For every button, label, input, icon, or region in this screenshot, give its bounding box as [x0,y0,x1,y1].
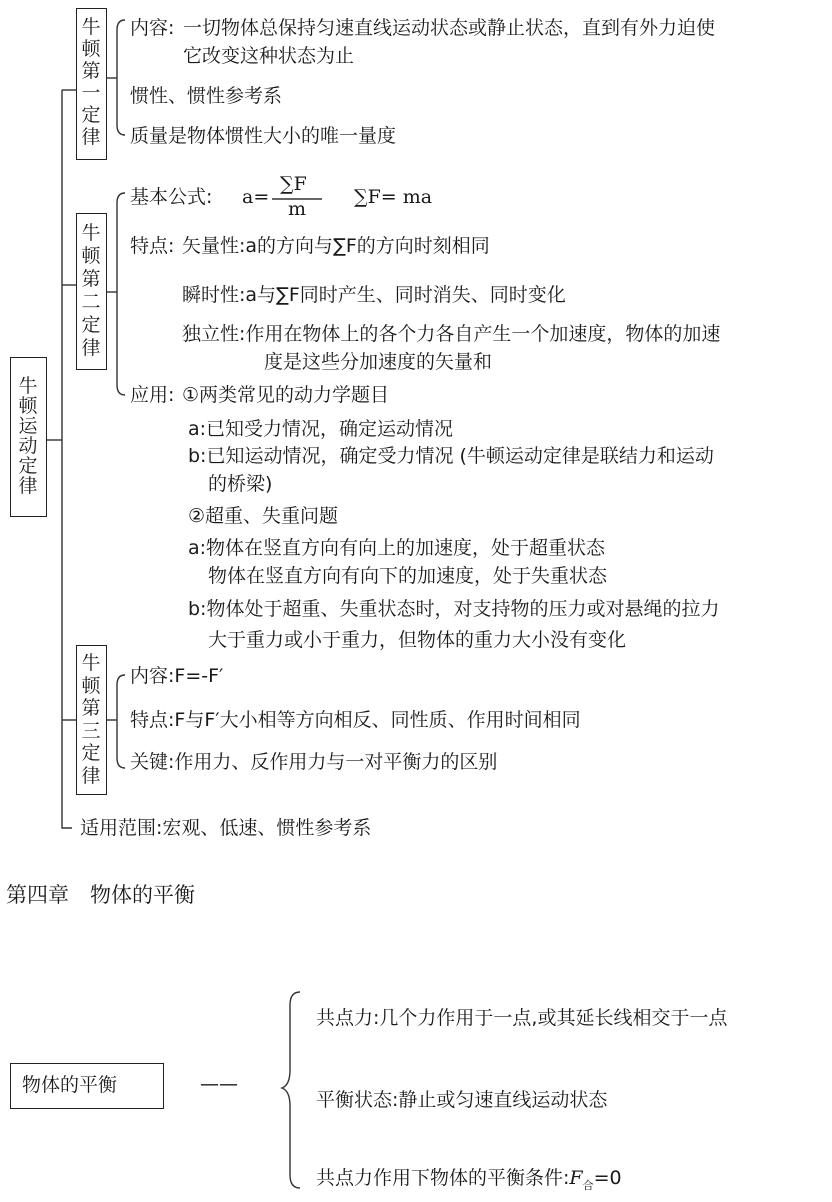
equilibrium-item3-sub: 合 [582,1179,594,1192]
law2-app1-a: a:已知受力情况，确定运动情况 [188,418,454,440]
law2-formula-a: a= [242,186,270,208]
law2-app1: ①两类常见的动力学题目 [182,384,390,406]
law2-app-label: 应用: [130,384,175,406]
law1-inertia: 惯性、惯性参考系 [130,85,283,107]
law2-independent-line1: 独立性:作用在物体上的各个力各自产生一个加速度，物体的加速 [182,323,721,345]
law2-app2-b-line1: b:物体处于超重、失重状态时，对支持物的压力或对悬绳的拉力 [188,598,720,620]
scope: 适用范围:宏观、低速、惯性参考系 [80,817,372,839]
equilibrium-item2: 平衡状态:静止或匀速直线运动状态 [316,1089,608,1111]
law1-content-line2: 它改变这种状态为止 [183,45,355,67]
equilibrium-item3-tail: =0 [593,1167,622,1189]
law2-independent-line2: 度是这些分加速度的矢量和 [264,351,493,373]
equilibrium-item3 [316,1166,622,1193]
equilibrium-brace [282,992,300,1188]
law2-app2: ②超重、失重问题 [188,505,339,527]
law3-brace [117,675,125,768]
law3-title: 牛顿第三定律 [81,652,101,787]
law1-mass: 质量是物体惯性大小的唯一量度 [130,125,397,147]
law2-formula-label: 基本公式: [130,186,213,208]
main-title: 牛顿运动定律 [18,375,38,497]
main-trunk-line [62,90,72,828]
law2-feature-label: 特点: [130,235,175,257]
equilibrium-box-label: 物体的平衡 [22,1074,118,1096]
equilibrium-item1: 共点力:几个力作用于一点,或其延长线相交于一点 [316,1007,728,1029]
equilibrium-item3-text: 共点力作用下物体的平衡条件: [316,1167,570,1189]
law2-app2-a-line2: 物体在竖直方向有向下的加速度，处于失重状态 [208,565,608,587]
law3-feature: 特点:F与F′大小相等方向相反、同性质、作用时间相同 [130,709,581,731]
chapter-title: 第四章 物体的平衡 [6,883,195,907]
law1-content-line1: 一切物体总保持匀速直线运动状态或静止状态，直到有外力迫使 [183,17,716,39]
law2-app2-b-line2: 大于重力或小于重力，但物体的重力大小没有变化 [208,629,627,651]
law1-brace [117,20,125,135]
law1-title: 牛顿第一定律 [81,16,101,148]
law2-formula-numerator: ∑F [280,173,307,195]
law2-instant: 瞬时性:a与∑F同时产生、同时消失、同时变化 [182,284,566,306]
law2-formula-2: ∑F= ma [354,186,433,208]
equilibrium-dash: —— [200,1073,238,1095]
law2-formula-denominator: m [288,198,307,220]
law1-content-label: 内容: [130,17,175,39]
law2-title: 牛顿第二定律 [81,222,101,359]
law3-key: 关键:作用力、反作用力与一对平衡力的区别 [130,751,498,773]
law2-app1-b-line2: 的桥梁) [208,473,273,495]
law2-app1-b-line1: b:已知运动情况，确定受力情况 (牛顿运动定律是联结力和运动 [188,445,714,467]
equilibrium-item3-F: F [569,1167,583,1189]
law2-vector: 矢量性:a的方向与∑F的方向时刻相同 [182,235,490,257]
law2-brace [117,193,125,395]
law2-app2-a-line1: a:物体在竖直方向有向上的加速度，处于超重状态 [188,537,606,559]
law3-content: 内容:F=-F′ [130,665,224,687]
